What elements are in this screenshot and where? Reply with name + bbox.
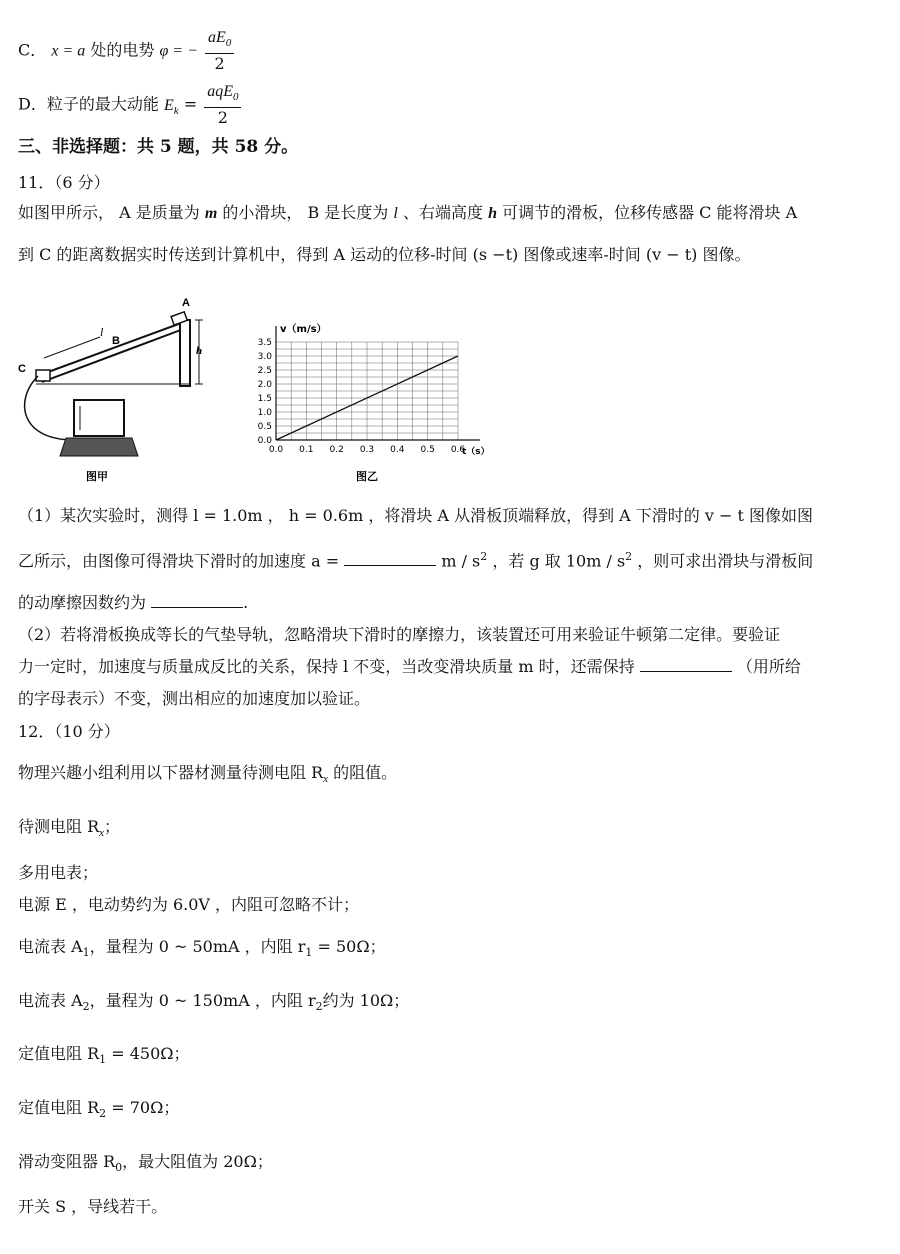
y-tick-label: 3.0: [257, 352, 272, 362]
fraction: $\frac{aqE_0}{2}$: [204, 82, 241, 128]
y-tick-label: 3.5: [257, 338, 272, 348]
section-heading: 三、非选择题：共 5 题，共 58 分。: [18, 137, 299, 157]
x-tick-label: 0.3: [359, 445, 375, 455]
list-item: 电源 E ，电动势约为 6.0V ，内阻可忽略不计；: [18, 895, 360, 914]
x-tick-labels: [269, 445, 466, 455]
list-item: 电流表 $A_2$，量程为 0 ~ 150mA ，内阻 $r_2$约为 10Ω；: [18, 991, 410, 1014]
y-tick-label: 1.0: [257, 408, 272, 418]
list-item: 电流表 $A_1$，量程为 0 ~ 50mA ，内阻 $r_1 = 50\Omega$；: [18, 937, 386, 960]
x-tick-label: 0.0: [268, 445, 284, 455]
label-l: l: [100, 325, 104, 339]
y-tick-labels: [258, 338, 273, 446]
cable: [25, 376, 74, 440]
list-item: 定值电阻 $R_1 = 450\Omega$；: [18, 1044, 190, 1067]
chart-grid: [276, 326, 480, 440]
x-tick-label: 0.5: [420, 445, 435, 455]
option-c: C． x = a 处的电势 φ = − $\frac{aE_0}{2}$: [18, 28, 236, 74]
label-a: A: [182, 297, 190, 309]
y-tick-label: 0.0: [257, 436, 272, 446]
fraction: $\frac{aE_0}{2}$: [205, 28, 234, 74]
y-axis-label: v（m/s）: [280, 324, 327, 335]
x-tick-label: 0.4: [390, 445, 405, 455]
q11-p2-line1: （2）若将滑板换成等长的气垫导轨，忽略滑块下滑时的摩擦力，该装置还可用来验证牛顿第二定律。要验证: [18, 625, 781, 644]
q11-header: 11．（6 分）: [18, 173, 110, 192]
y-tick-label: 2.0: [257, 380, 272, 390]
q11-p2-line2: 力一定时，加速度与质量成反比的关系，保持 l 不变，当改变滑块质量 m 时，还需保持 （用所给: [18, 657, 801, 676]
label-b: B: [112, 335, 120, 347]
list-item: 定值电阻 $R_2 = 70\Omega$；: [18, 1098, 180, 1121]
q11-p1-line1: （1）某次实验时，测得 l = 1.0m ， h = 0.6m ，将滑块 A 从滑板顶端释放，得到 A 下滑时的 v − t 图像如图: [18, 506, 814, 525]
x-tick-label: 0.1: [299, 445, 314, 455]
computer-screen: [74, 400, 124, 436]
list-item: 多用电表；: [18, 863, 99, 882]
list-item: 待测电阻 $R_x$；: [18, 817, 121, 840]
q12-header: 12．（10 分）: [18, 722, 120, 741]
q11-p1-line3: 的动摩擦因数约为 .: [18, 593, 249, 612]
figure-jia: [14, 290, 234, 486]
answer-blank-friction[interactable]: [151, 593, 243, 608]
answer-blank-constant[interactable]: [640, 657, 732, 672]
x-axis-label: t（s）: [462, 447, 490, 457]
option-d: D．粒子的最大动能 $E_k$ = $\frac{aqE_0}{2}$: [18, 82, 243, 128]
support-post: [180, 320, 190, 386]
caption-jia: 图甲: [86, 470, 108, 483]
q11-p2-line3: 的字母表示）不变，测出相应的加速度加以验证。: [18, 689, 371, 708]
list-item: 滑动变阻器 $R_0$，最大阻值为 20Ω；: [18, 1152, 273, 1175]
sensor-c: [36, 370, 50, 381]
length-arrow: [44, 337, 100, 358]
y-tick-label: 2.5: [257, 366, 272, 376]
q11-intro-line2: 到 C 的距离数据实时传送到计算机中，得到 A 运动的位移-时间 (s −t) 图像或速率-时间 (v − t) 图像。: [18, 245, 751, 264]
y-tick-label: 1.5: [257, 394, 272, 404]
answer-blank-acceleration[interactable]: [344, 551, 436, 566]
caption-yi: 图乙: [356, 470, 378, 483]
q11-intro-line1: 如图甲所示， A 是质量为 m 的小滑块， B 是长度为 l 、右端高度 h 可调节的滑板，位移传感器 C 能将滑块 A: [18, 203, 798, 222]
list-item: 开关 S ，导线若干。: [18, 1197, 168, 1216]
figure-yi-chart: [244, 314, 504, 486]
q12-intro: 物理兴趣小组利用以下器材测量待测电阻 $R_x$ 的阻值。: [18, 763, 398, 786]
computer-keyboard: [60, 438, 138, 456]
y-tick-label: 0.5: [257, 422, 272, 432]
x-tick-label: 0.6: [450, 445, 466, 455]
x-tick-label: 0.2: [329, 445, 344, 455]
label-c: C: [18, 363, 26, 375]
slide-board-top: [40, 322, 184, 375]
q11-p1-line2: 乙所示，由图像可得滑块下滑时的加速度 $a = m / s^2$ ，若 g 取 $10m / s^2$ ，则可求出滑块与滑板间: [18, 550, 814, 571]
label-h: h: [196, 345, 203, 357]
